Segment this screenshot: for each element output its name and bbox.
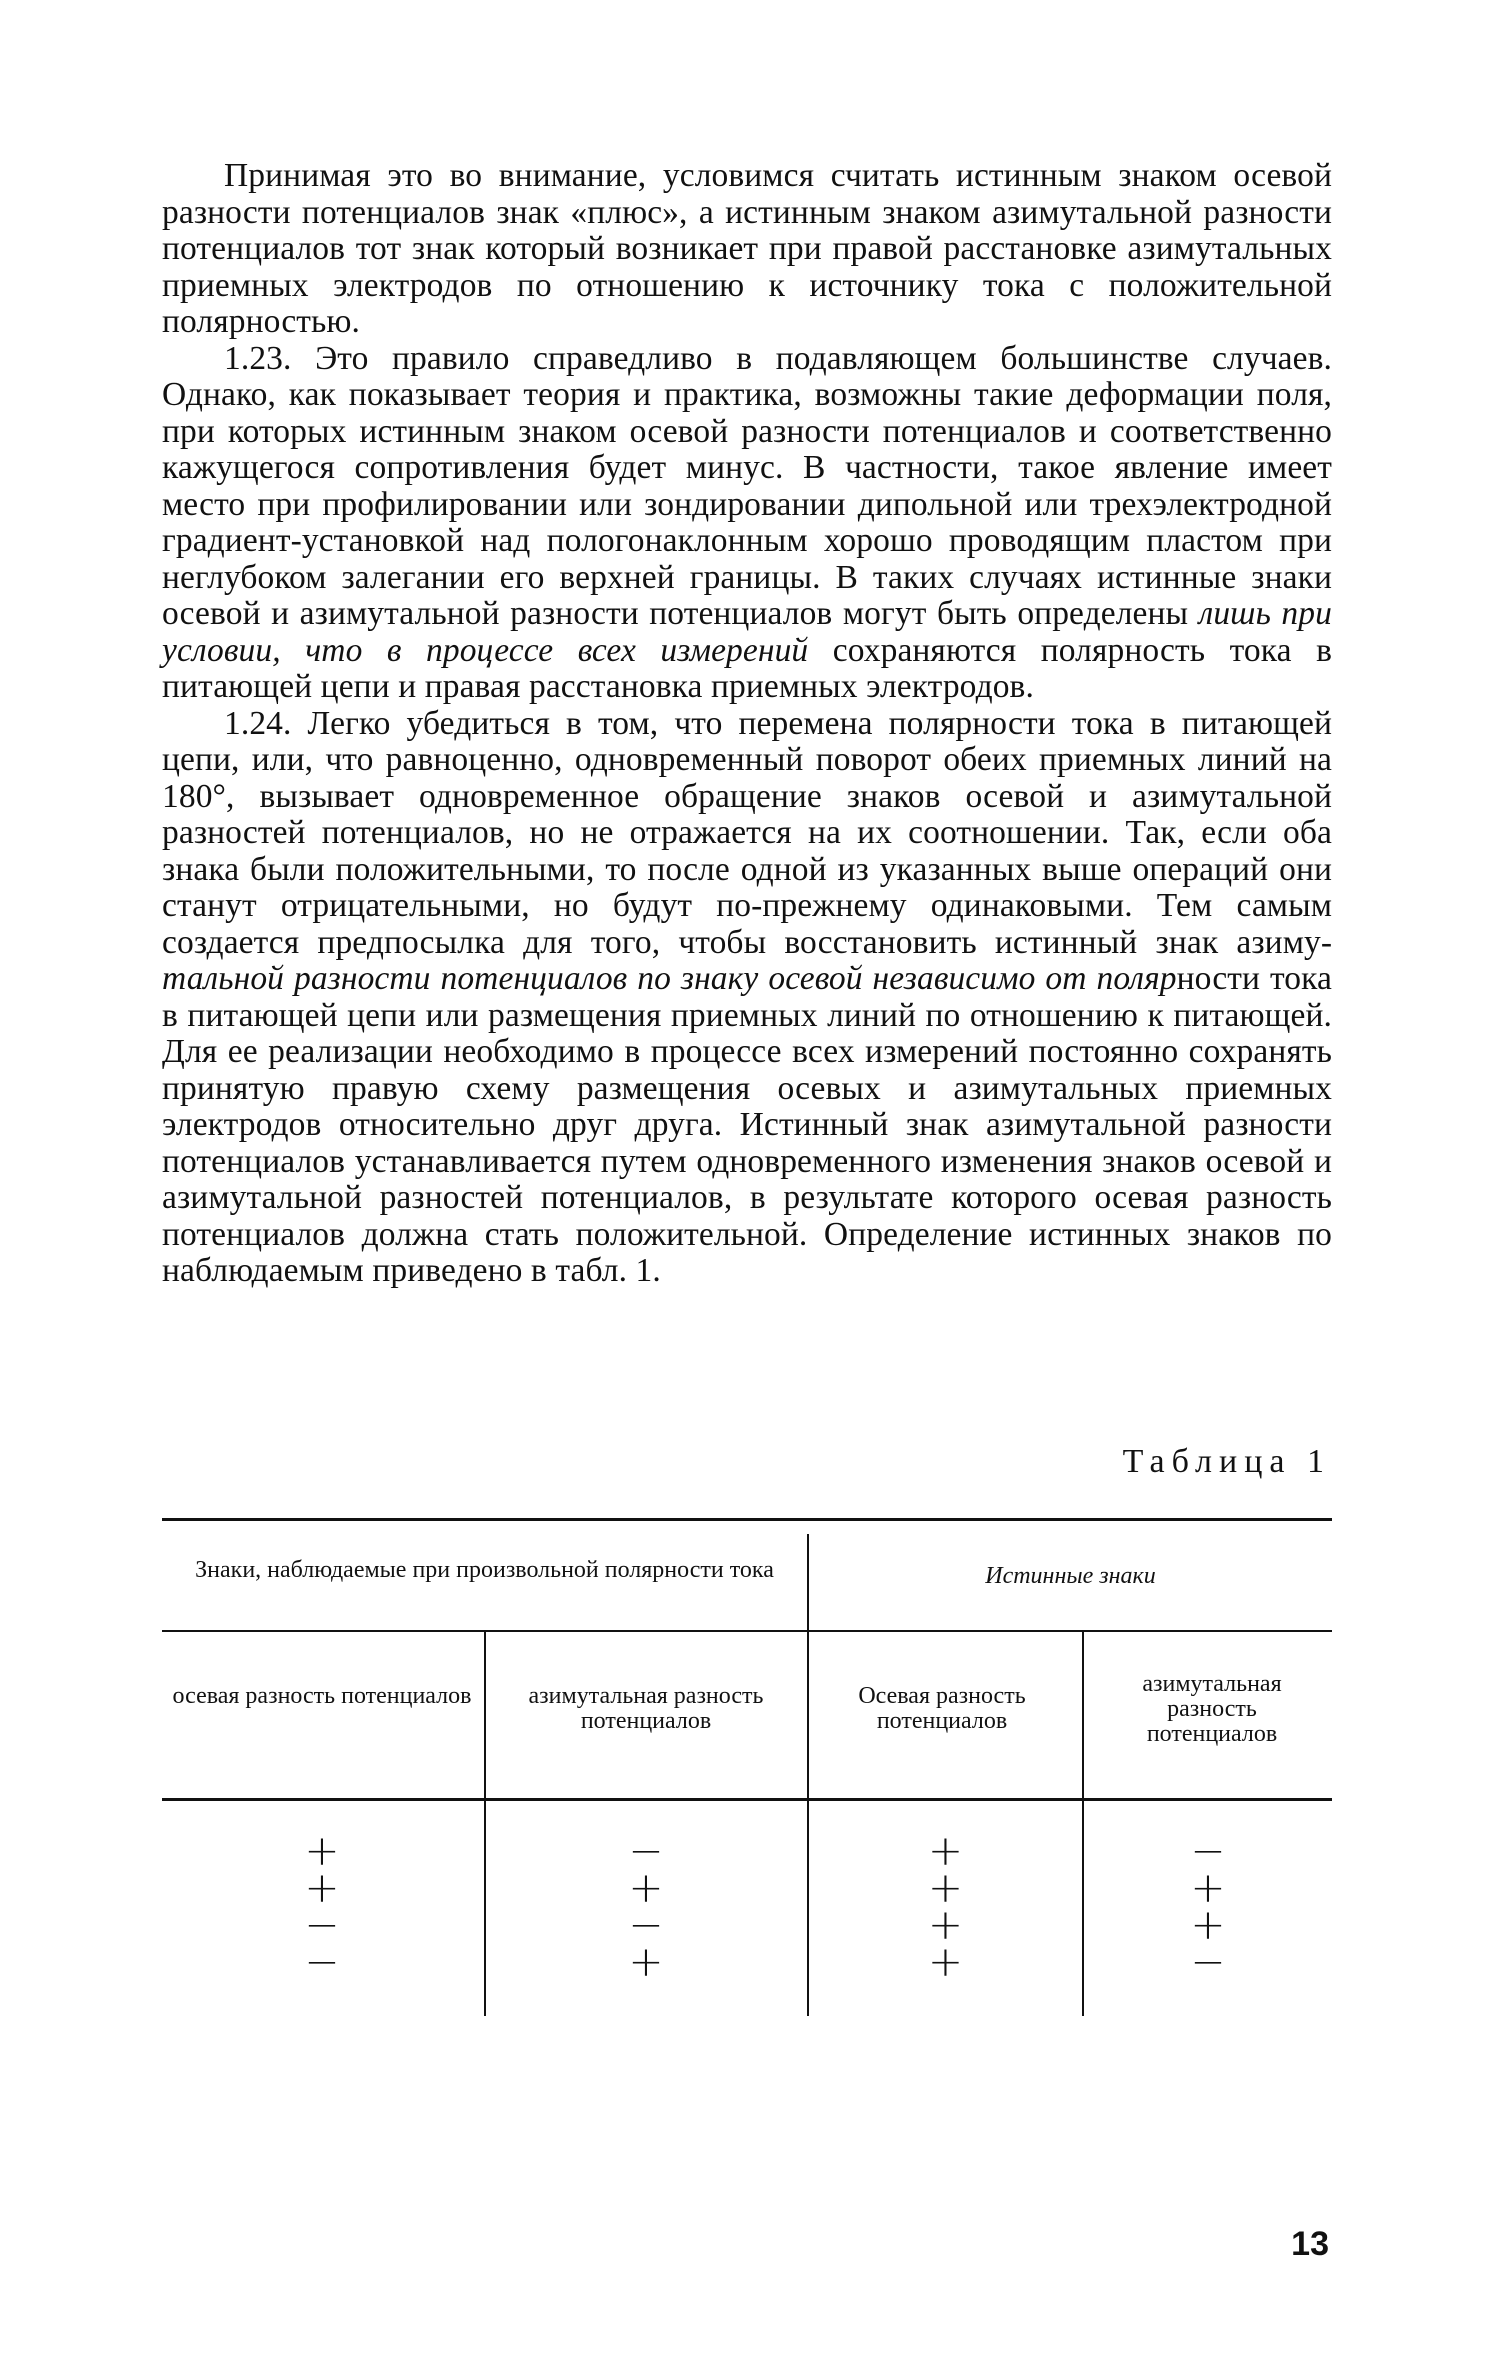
sign-cell: − [1190, 1826, 1226, 1875]
sign-cell: + [628, 1937, 664, 1986]
column-header-true-azimuthal: азимутальная разность потенциалов [1142, 1671, 1282, 1747]
group-header-observed: Знаки, наблюдаемые при произвольной полярности тока [195, 1557, 774, 1583]
sign-cell: + [927, 1937, 964, 1986]
column-header-observed-azimuthal: азимутальная разность потенциалов [528, 1683, 764, 1734]
page-number: 13 [1291, 2225, 1329, 2263]
sign-cell: − [1190, 1937, 1226, 1986]
signs-column-true-azimuthal [1084, 1826, 1332, 1986]
sign-cell: + [628, 1863, 664, 1912]
sign-cell: + [304, 1863, 340, 1912]
signs-column-true-axial [809, 1826, 1082, 1986]
table-body-rule [162, 1798, 1332, 1801]
signs-table [162, 1518, 1332, 2018]
table-header-rule [162, 1630, 1332, 1632]
sign-cell: − [628, 1900, 664, 1949]
paragraph: Принимая это во внимание, условимся считать истинным знаком осевой разности потенциалов знак «плюс», а истинным знаком азимутальной разности потенциалов тот знак который возникает при правой расстановке азимутальных приемных электродов по отношению к источнику тока с положительной полярностью. [162, 157, 1332, 340]
paragraph: 1.23. Это правило справедливо в подавляющем большинстве случаев. Однако, как показывает теория и практика, возможны такие деформации поля, при которых истинным знаком осевой разности потенциалов и соответственно кажущегося сопротивления будет минус. В частности, такое явление имеет место при профилировании или зондировании дипольной или трехэлектродной градиент-установкой над пологонаклонным хорошо проводящим пластом при неглубоком залегании его верхней границы. В таких случаях истинные знаки осевой и азимутальной разности потенциалов могут быть определены лишь при условии, что в процессе всех измерений сохраняются полярность тока в питающей цепи и правая расстановка приемных электродов. [162, 339, 1332, 705]
table-top-rule [162, 1518, 1332, 1521]
sign-cell: − [628, 1826, 664, 1875]
sign-cell: + [927, 1863, 964, 1912]
sign-cell: + [1190, 1863, 1226, 1912]
sign-cell: + [927, 1900, 964, 1949]
group-header-true: Истинные знаки [985, 1563, 1156, 1589]
sign-cell: − [304, 1900, 340, 1949]
body-text [162, 158, 1332, 1290]
sign-cell: + [304, 1826, 340, 1875]
signs-column-observed-azimuthal [486, 1826, 806, 1986]
paragraph: 1.24. Легко убедиться в том, что перемена полярности тока в питающей цепи, или, что равноценно, одновременный поворот обеих приемных линий на 180°, вызывает одновременное обращение знаков осевой и азимутальной разностей потенциалов, но не отражается на их соотношении. Так, если оба знака были положительными, то после одной из указанных выше операций они станут отрицательными, но будут по-прежнему одинаковыми. Тем самым создается предпосылка для того, чтобы восстановить истинный знак азимутальной разности потенциалов по знаку осевой независимо от полярности тока в питающей цепи или размещения приемных линий по отношению к питающей. Для ее реализации необходимо в процессе всех измерений постоянно сохранять принятую правую схему размещения осевых и азимутальных приемных электродов относительно друг друга. Истинный знак азимутальной разности потенциалов устанавливается путем одновременного изменения знаков осевой и азимутальной разностей потенциалов, в результате которого осевая разность потенциалов должна стать положительной. Определение истинных знаков по наблюдаемым приведено в табл. 1. [162, 704, 1332, 1289]
signs-column-observed-axial [162, 1826, 482, 1986]
sign-cell: − [304, 1937, 340, 1986]
sign-cell: + [927, 1826, 964, 1875]
column-header-true-axial: Осевая разность потенциалов [858, 1683, 1026, 1734]
sign-cell: + [1190, 1900, 1226, 1949]
column-header-observed-axial: осевая разность потенциалов [172, 1683, 472, 1709]
table-caption: Таблица 1 [1122, 1443, 1331, 1480]
